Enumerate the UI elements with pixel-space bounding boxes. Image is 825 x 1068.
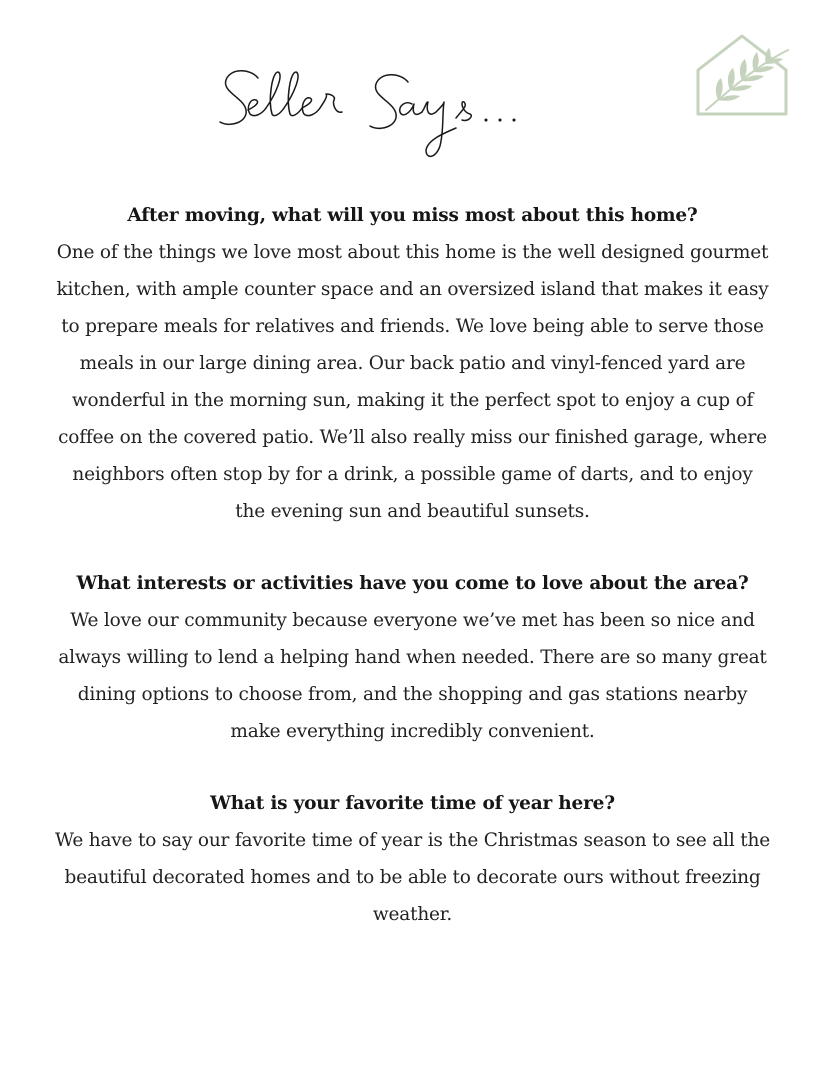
qa-section-area-interests	[55, 566, 770, 750]
answer-text: We love our community because everyone we’ve met has been so nice and always willing to lend a helping hand when needed. There are so many great dining options to choose from, and the shopping and gas stations nearby make everything incredibly convenient.	[58, 610, 767, 742]
question-heading: After moving, what will you miss most about this home?	[127, 205, 698, 226]
question-heading: What interests or activities have you come to love about the area?	[76, 573, 749, 594]
qa-section-miss-most	[55, 198, 770, 530]
answer-text: One of the things we love most about this home is the well designed gourmet kitchen, with ample counter space and an oversized island that makes it easy to prepare meals for relatives and friends. We love being able to serve those meals in our large dining area. Our back patio and vinyl-fenced yard are wonderful in the morning sun, making it the perfect spot to enjoy a cup of coffee on the covered patio. We’ll also really miss our finished garage, where neighbors often stop by for a drink, a possible game of darts, and to enjoy the evening sun and beautiful sunsets.	[56, 242, 769, 522]
qa-section-favorite-time	[55, 786, 770, 933]
page-title	[200, 60, 620, 170]
question-heading: What is your favorite time of year here?	[210, 793, 615, 814]
script-title-lettering	[200, 60, 620, 170]
answer-text: We have to say our favorite time of year is the Christmas season to see all the beautiful decorated homes and to be able to decorate ours without freezing weather.	[55, 830, 770, 925]
house-leaf-icon	[688, 30, 796, 120]
qa-content	[55, 198, 770, 969]
house-leaf-logo	[688, 30, 796, 120]
